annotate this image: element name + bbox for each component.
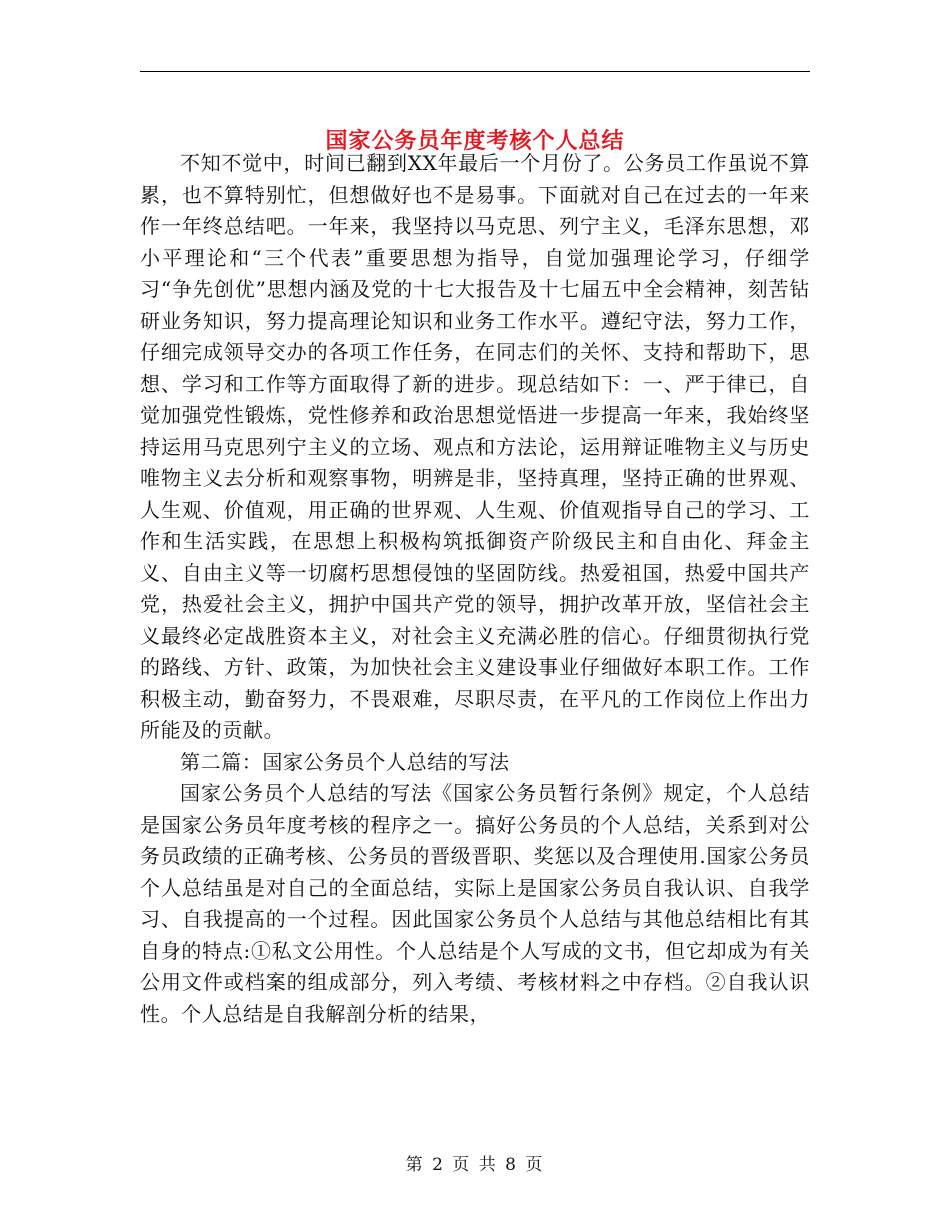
page-number: 第 2 页 共 8 页 [405,1155,545,1175]
document-title: 国家公务员年度考核个人总结 [325,127,625,154]
header-rule [140,71,810,72]
body-paragraph-2: 国家公务员个人总结的写法《国家公务员暂行条例》规定，个人总结是国家公务员年度考核的程序之一。搞好公务员的个人总结，关系到对公务员政绩的正确考核、公务员的晋级晋职、奖惩以及合理使用.国家公务员个人总结虽是对自己的全面总结，实际上是国家公务员自我认识、自我学习、自我提高的一个过程。因此国家公务员个人总结与其他总结相比有其自身的特点:①私文公用性。个人总结是个人写成的文书，但它却成为有关公用文件或档案的组成部分，列入考绩、考核材料之中存档。②自我认识性。个人总结是自我解剖分析的结果， [140,781,810,1026]
body-paragraph-1: 不知不觉中，时间已翻到XX年最后一个月份了。公务员工作虽说不算累，也不算特别忙，但想做好也不是易事。下面就对自己在过去的一年来作一年终总结吧。一年来，我坚持以马克思、列宁主义，毛泽东思想，邓小平理论和“三个代表”重要思想为指导，自觉加强理论学习，仔细学习“争先创优”思想内涵及党的十七大报告及十七届五中全会精神，刻苦钻研业务知识，努力提高理论知识和业务工作水平。遵纪守法，努力工作，仔细完成领导交办的各项工作任务，在同志们的关怀、支持和帮助下，思想、学习和工作等方面取得了新的进步。现总结如下：一、严于律已，自觉加强党性锻炼，党性修养和政治思想觉悟进一步提高一年来，我始终坚持运用马克思列宁主义的立场、观点和方法论，运用辩证唯物主义与历史唯物主义去分析和观察事物，明辨是非，坚持真理，坚持正确的世界观、人生观、价值观，用正确的世界观、人生观、价值观指导自己的学习、工作和生活实践，在思想上积极构筑抵御资产阶级民主和自由化、拜金主义、自由主义等一切腐朽思想侵蚀的坚固防线。热爱祖国，热爱中国共产党，热爱社会主义，拥护中国共产党的领导，拥护改革开放，坚信社会主义最终必定战胜资本主义，对社会主义充满必胜的信心。仔细贯彻执行党的路线、方针、政策，为加快社会主义建设事业仔细做好本职工作。工作积极主动，勤奋努力，不畏艰难，尽职尽责，在平凡的工作岗位上作出力所能及的贡献。 [140,151,810,742]
section-heading: 第二篇：国家公务员个人总结的写法 [180,749,510,774]
document-body [140,148,810,1030]
